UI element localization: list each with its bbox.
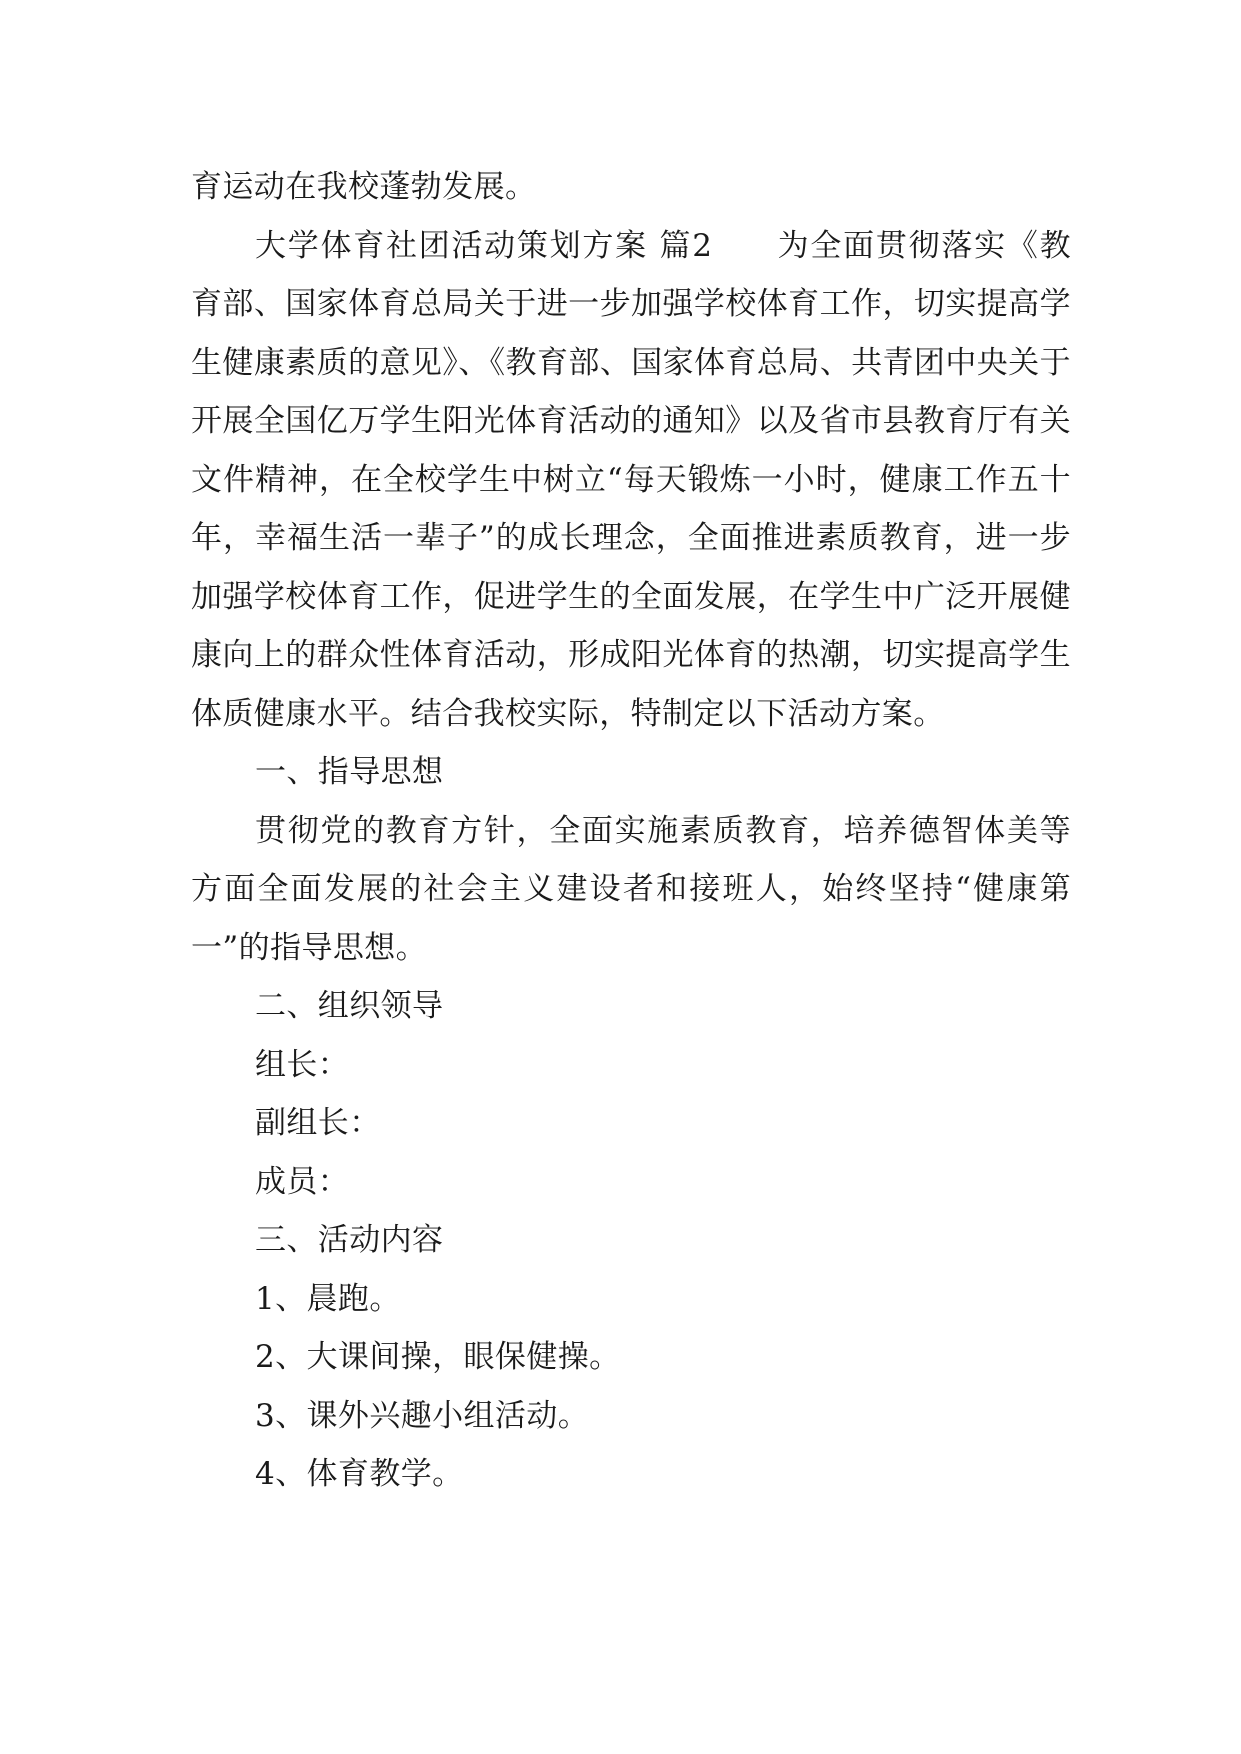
role-line: 组长： (255, 1046, 350, 1083)
paragraph: 贯彻党的教育方针，全面实施素质教育，培养德智体美等方面全面发展的社会主义建设者和接班人，始终坚持“健康第一”的指导思想。 (191, 812, 1071, 966)
list-item: 1、晨跑。 (255, 1280, 401, 1317)
list-item: 4、体育教学。 (255, 1456, 464, 1492)
section-paragraph (191, 217, 1071, 744)
section-heading: 三、活动内容 (255, 1222, 444, 1258)
document-body (191, 158, 1071, 1504)
section-heading: 一、指导思想 (255, 754, 444, 790)
list-item: 3、课外兴趣小组活动。 (255, 1397, 590, 1434)
paragraph-text: 为全面贯彻落实《教育部、国家体育总局关于进一步加强学校体育工作，切实提高学生健康素质的意见》、《教育部、国家体育总局、共青团中央关于开展全国亿万学生阳光体育活动的通知》以及省市县教育厅有关文件精神，在全校学生中树立“每天锻炼一小时，健康工作五十年，幸福生活一辈子”的成长理念，全面推进素质教育，进一步加强学校体育工作，促进学生的全面发展，在学生中广泛开展健康向上的群众性体育活动，形成阳光体育的热潮，切实提高学生体质健康水平。结合我校实际，特制定以下活动方案。 (191, 227, 1071, 732)
role-line: 副组长： (255, 1105, 381, 1141)
paragraph: 育运动在我校蓬勃发展。 (191, 169, 537, 205)
article-title: 大学体育社团活动策划方案 篇2 (255, 227, 713, 264)
role-line: 成员： (255, 1163, 350, 1200)
section-heading: 二、组织领导 (255, 988, 444, 1024)
list-item: 2、大课间操，眼保健操。 (255, 1339, 621, 1375)
